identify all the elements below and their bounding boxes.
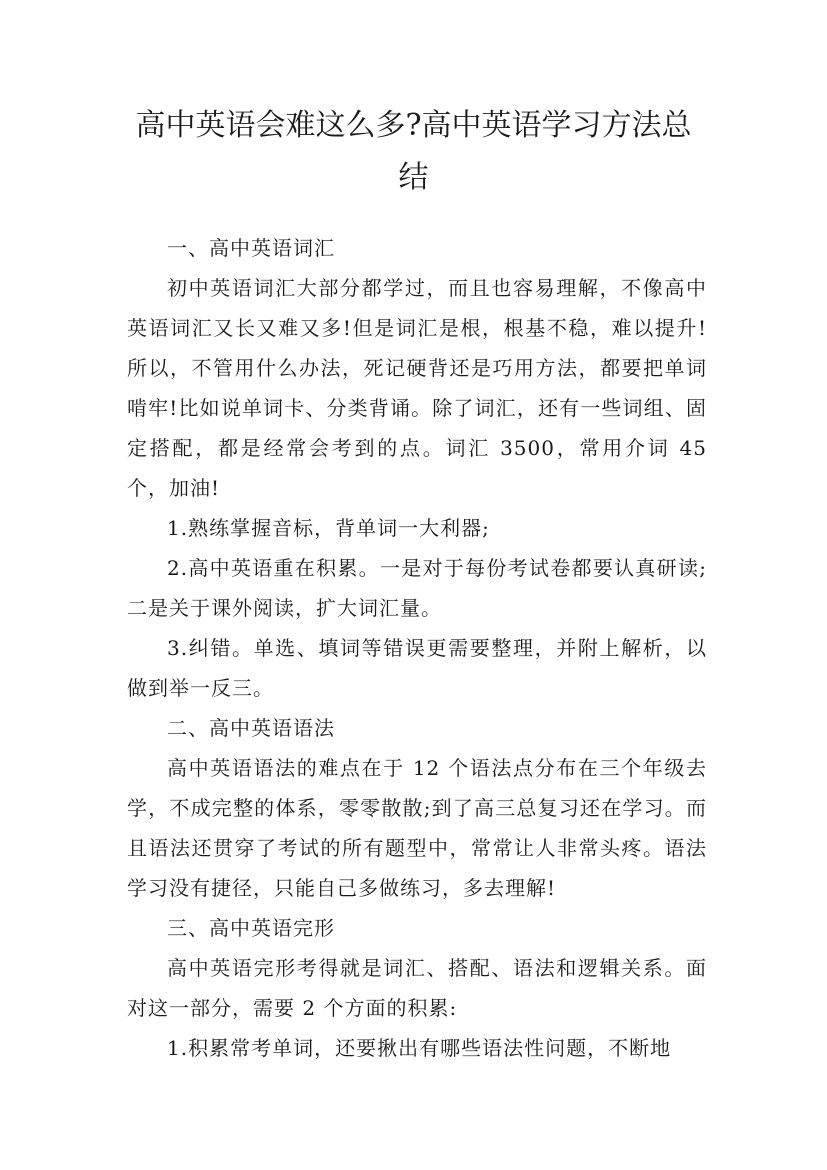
document-title bbox=[100, 100, 727, 204]
section-heading-grammar: 二、高中英语语法 bbox=[167, 716, 335, 740]
document-body bbox=[127, 228, 707, 1068]
list-item: 1.熟练掌握音标，背单词一大利器; bbox=[167, 516, 490, 540]
paragraph: 初中英语词汇大部分都学过，而且也容易理解，不像高中英语词汇又长又难又多!但是词汇是根，根基不稳，难以提升!所以，不管用什么办法，死记硬背还是巧用方法，都要把单词啃牢!比如说单词卡、分类背诵。除了词汇，还有一些词组、固定搭配，都是经常会考到的点。词汇 3500，常用介词 45 个，加油! bbox=[127, 276, 707, 500]
section-heading-cloze: 三、高中英语完形 bbox=[167, 916, 335, 940]
list-item: 3.纠错。单选、填词等错误更需要整理，并附上解析，以做到举一反三。 bbox=[127, 636, 707, 700]
paragraph: 高中英语语法的难点在于 12 个语法点分布在三个年级去学，不成完整的体系，零零散散;到了高三总复习还在学习。而且语法还贯穿了考试的所有题型中，常常让人非常头疼。语法学习没有捷径，只能自己多做练习，多去理解! bbox=[127, 756, 707, 900]
section-heading-vocabulary: 一、高中英语词汇 bbox=[167, 236, 335, 260]
list-item: 2.高中英语重在积累。一是对于每份考试卷都要认真研读;二是关于课外阅读，扩大词汇量。 bbox=[127, 556, 707, 620]
list-item: 1.积累常考单词，还要揪出有哪些语法性问题，不断地 bbox=[167, 1036, 672, 1060]
paragraph: 高中英语完形考得就是词汇、搭配、语法和逻辑关系。面对这一部分，需要 2 个方面的积累: bbox=[127, 956, 707, 1020]
title-line-1: 高中英语会难这么多?高中英语学习方法总 bbox=[135, 108, 692, 143]
title-line-2: 结 bbox=[398, 160, 429, 195]
